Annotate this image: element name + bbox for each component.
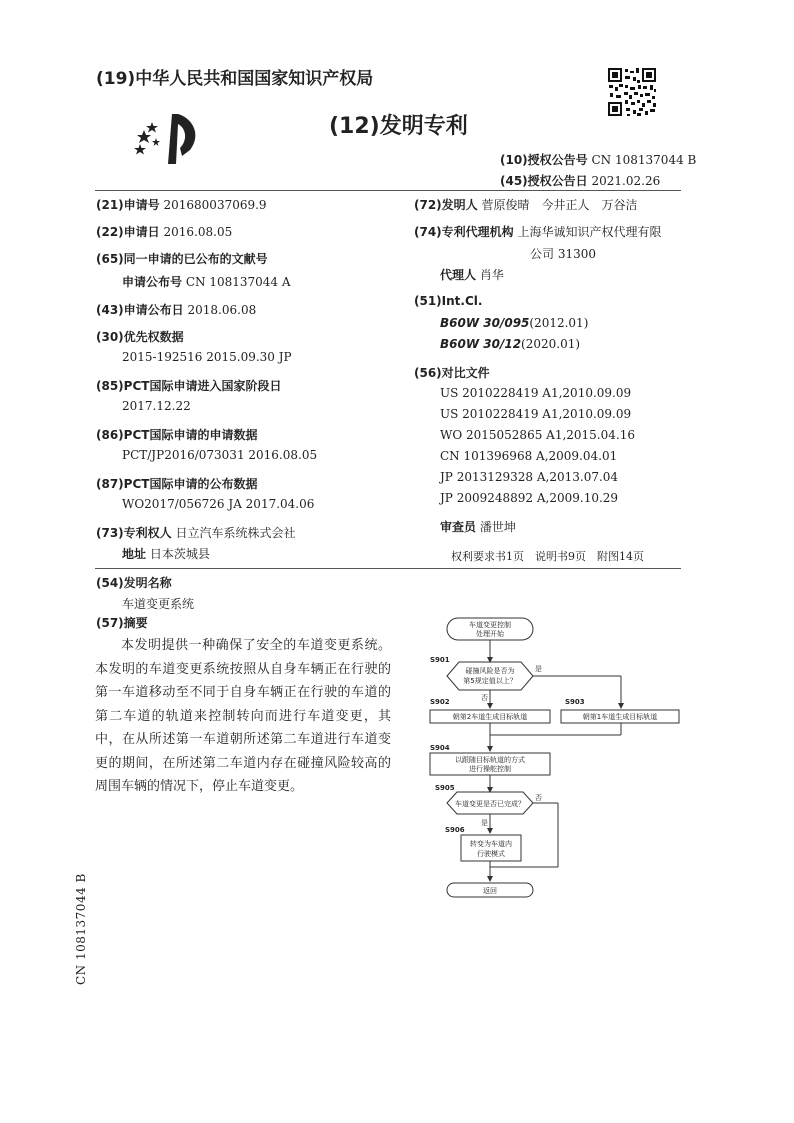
address: 日本茨城县 [149, 547, 210, 561]
agency-line-2: 公司 31300 [530, 247, 596, 261]
flow-903-text: 朝第1车道生成目标轨道 [582, 713, 658, 721]
top-divider [95, 190, 681, 191]
flow-branch-yes: 是 [481, 819, 488, 827]
agent-label: 代理人 [440, 268, 477, 282]
flow-branch-yes: 是 [535, 665, 542, 673]
flow-902-text: 朝第2车道生成目标轨道 [452, 713, 528, 721]
grant-date-label: (45)授权公告日 [500, 174, 588, 188]
flowchart [425, 610, 685, 900]
publication-number-label: 申请公布号 [122, 275, 183, 289]
pct-application-data: PCT/JP2016/073031 2016.08.05 [122, 448, 318, 462]
flow-step-label: S901 [430, 656, 450, 664]
title-label: (54)发明名称 [96, 576, 172, 590]
ipc-label: (51)Int.Cl. [414, 294, 483, 308]
flow-step-label: S902 [430, 698, 450, 706]
flow-step-label: S904 [430, 744, 450, 752]
address-label: 地址 [122, 547, 147, 561]
application-date-label: (22)申请日 [96, 225, 160, 239]
flow-start-text: 处理开始 [476, 630, 504, 638]
flow-branch-no: 否 [535, 794, 542, 802]
flow-904-text: 以跟随目标轨道的方式 [455, 756, 525, 764]
cnipa-logo-icon [130, 108, 210, 168]
flow-q2-text: 车道变更是否已完成？ [455, 800, 525, 808]
flow-q1-text: 第5规定值以上？ [463, 677, 517, 685]
abstract-label: (57)摘要 [96, 616, 148, 630]
flow-906-text: 行驶模式 [477, 850, 505, 858]
ipc-code-1: B60W 30/095 [440, 316, 530, 330]
reference-item: CN 101396968 A,2009.04.01 [440, 449, 618, 463]
invention-title: 车道变更系统 [122, 597, 195, 611]
publication-number: CN 108137044 A [185, 275, 291, 289]
priority-label: (30)优先权数据 [96, 330, 184, 344]
application-number: 201680037069.9 [163, 198, 267, 212]
agency-line-1: 上海华诚知识产权代理有限 [517, 225, 662, 239]
inventor-label: (72)发明人 [414, 198, 478, 212]
examiner: 潘世坤 [479, 520, 516, 534]
grant-date: 2021.02.26 [591, 174, 661, 188]
flow-step-label: S903 [565, 698, 585, 706]
ipc-version-2: (2020.01) [521, 337, 581, 351]
flow-start-text: 车道变更控制 [469, 621, 511, 629]
pct-entry-date: 2017.12.22 [122, 399, 191, 413]
reference-item: JP 2009248892 A,2009.10.29 [440, 491, 619, 505]
application-number-label: (21)申请号 [96, 198, 160, 212]
pct-publication-label: (87)PCT国际申请的公布数据 [96, 477, 258, 491]
publication-date: 2018.06.08 [187, 303, 257, 317]
grant-number: CN 108137044 B [591, 153, 697, 167]
pct-application-label: (86)PCT国际申请的申请数据 [96, 428, 258, 442]
pct-entry-label: (85)PCT国际申请进入国家阶段日 [96, 379, 282, 393]
reference-item: US 2010228419 A1,2010.09.09 [440, 386, 632, 400]
agent: 肖华 [479, 268, 504, 282]
flow-q1-text: 碰撞风险是否为 [465, 667, 515, 675]
middle-divider [95, 568, 681, 569]
examiner-label: 审查员 [440, 520, 477, 534]
ipc-code-2: B60W 30/12 [440, 337, 522, 351]
references-label: (56)对比文件 [414, 366, 490, 380]
patentee: 日立汽车系统株式会社 [175, 526, 296, 540]
abstract-text: 本发明提供一种确保了安全的车道变更系统。本发明的车道变更系统按照从自身车辆正在行驶的第一车道移动至不同于自身车辆正在行驶的车道的第二车道的轨道来控制转向而进行车道变更，其中，在从所述第一车道朝所述第二车道进行车道变更的期间，在所述第二车道内存在碰撞风险较高的周围车辆的情况下，停止车道变更。 [95, 638, 391, 794]
flow-904-text: 进行操舵控制 [469, 765, 511, 773]
page-counts: 权利要求书1页 说明书9页 附图14页 [451, 550, 644, 563]
reference-item: US 2010228419 A1,2010.09.09 [440, 407, 632, 421]
qr-code [607, 67, 657, 117]
ipc-version-1: (2012.01) [529, 316, 589, 330]
publication-date-label: (43)申请公布日 [96, 303, 184, 317]
patent-office-name: (19)中华人民共和国国家知识产权局 [96, 69, 374, 89]
grant-number-label: (10)授权公告号 [500, 153, 588, 167]
pct-publication-data: WO2017/056726 JA 2017.04.06 [122, 497, 315, 511]
inventors: 菅原俊晴 今井正人 万谷洁 [481, 198, 638, 212]
same-application-label: (65)同一申请的已公布的文献号 [96, 252, 268, 266]
agency-label: (74)专利代理机构 [414, 225, 514, 239]
flow-step-label: S905 [435, 784, 455, 792]
document-kind: (12)发明专利 [329, 114, 468, 139]
side-document-number: CN 108137044 B [74, 873, 88, 985]
reference-item: JP 2013129328 A,2013.07.04 [440, 470, 619, 484]
flow-end-text: 返回 [483, 887, 497, 895]
flow-step-label: S906 [445, 826, 465, 834]
patentee-label: (73)专利权人 [96, 526, 172, 540]
flow-906-text: 转变为车道内 [470, 840, 512, 848]
flow-branch-no: 否 [481, 694, 488, 702]
application-date: 2016.08.05 [163, 225, 233, 239]
priority-data: 2015-192516 2015.09.30 JP [122, 350, 292, 364]
reference-item: WO 2015052865 A1,2015.04.16 [440, 428, 635, 442]
